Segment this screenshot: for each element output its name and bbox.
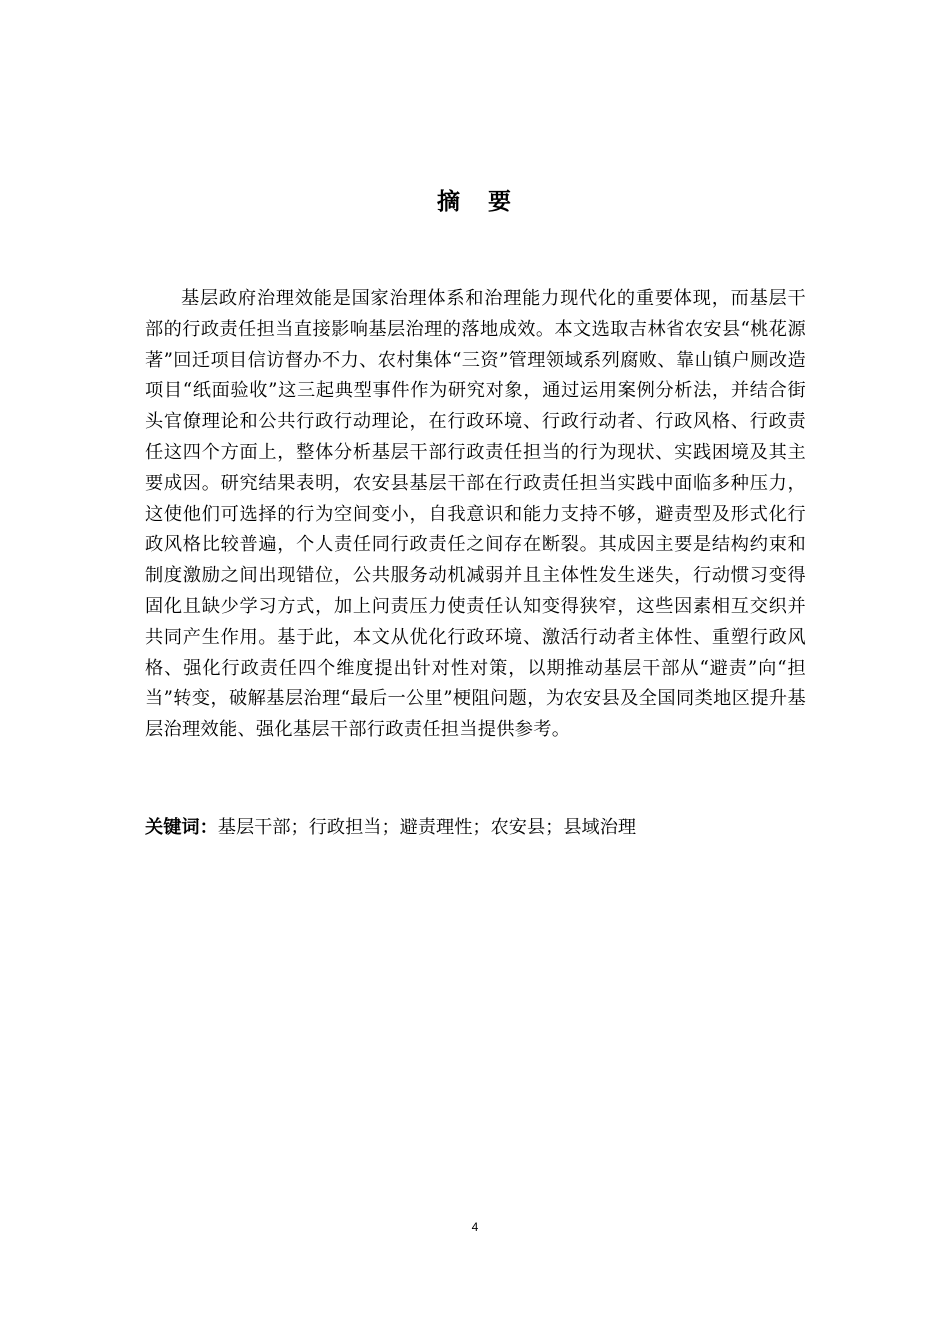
abstract-title-char-1: 摘 [437,189,462,215]
keywords-text: 基层干部；行政担当；避责理性；农安县；县域治理 [217,817,637,838]
page-number: 4 [471,1220,479,1234]
keywords-line [145,813,806,843]
abstract-title-char-2: 要 [488,189,513,215]
abstract-title [0,183,950,216]
abstract-body: 基层政府治理效能是国家治理体系和治理能力现代化的重要体现，而基层干部的行政责任担当直接影响基层治理的落地成效。本文选取吉林省农安县“桃花源著”回迁项目信访督办不力、农村集体“三资”管理领域系列腐败、靠山镇户厕改造项目“纸面验收”这三起典型事件作为研究对象，通过运用案例分析法，并结合街头官僚理论和公共行政行动理论，在行政环境、行政行动者、行政风格、行政责任这四个方面上，整体分析基层干部行政责任担当的行为现状、实践困境及其主要成因。研究结果表明，农安县基层干部在行政责任担当实践中面临多种压力，这使他们可选择的行为空间变小，自我意识和能力支持不够，避责型及形式化行政风格比较普遍，个人责任同行政责任之间存在断裂。其成因主要是结构约束和制度激励之间出现错位，公共服务动机减弱并且主体性发生迷失，行动惯习变得固化且缺少学习方式，加上问责压力使责任认知变得狭窄，这些因素相互交织并共同产生作用。基于此，本文从优化行政环境、激活行动者主体性、重塑行政风格、强化行政责任四个维度提出针对性对策，以期推动基层干部从“避责”向“担当”转变，破解基层治理“最后一公里”梗阻问题，为农安县及全国同类地区提升基层治理效能、强化基层干部行政责任担当提供参考。 [145,288,806,741]
keywords-label: 关键词： [145,817,218,838]
